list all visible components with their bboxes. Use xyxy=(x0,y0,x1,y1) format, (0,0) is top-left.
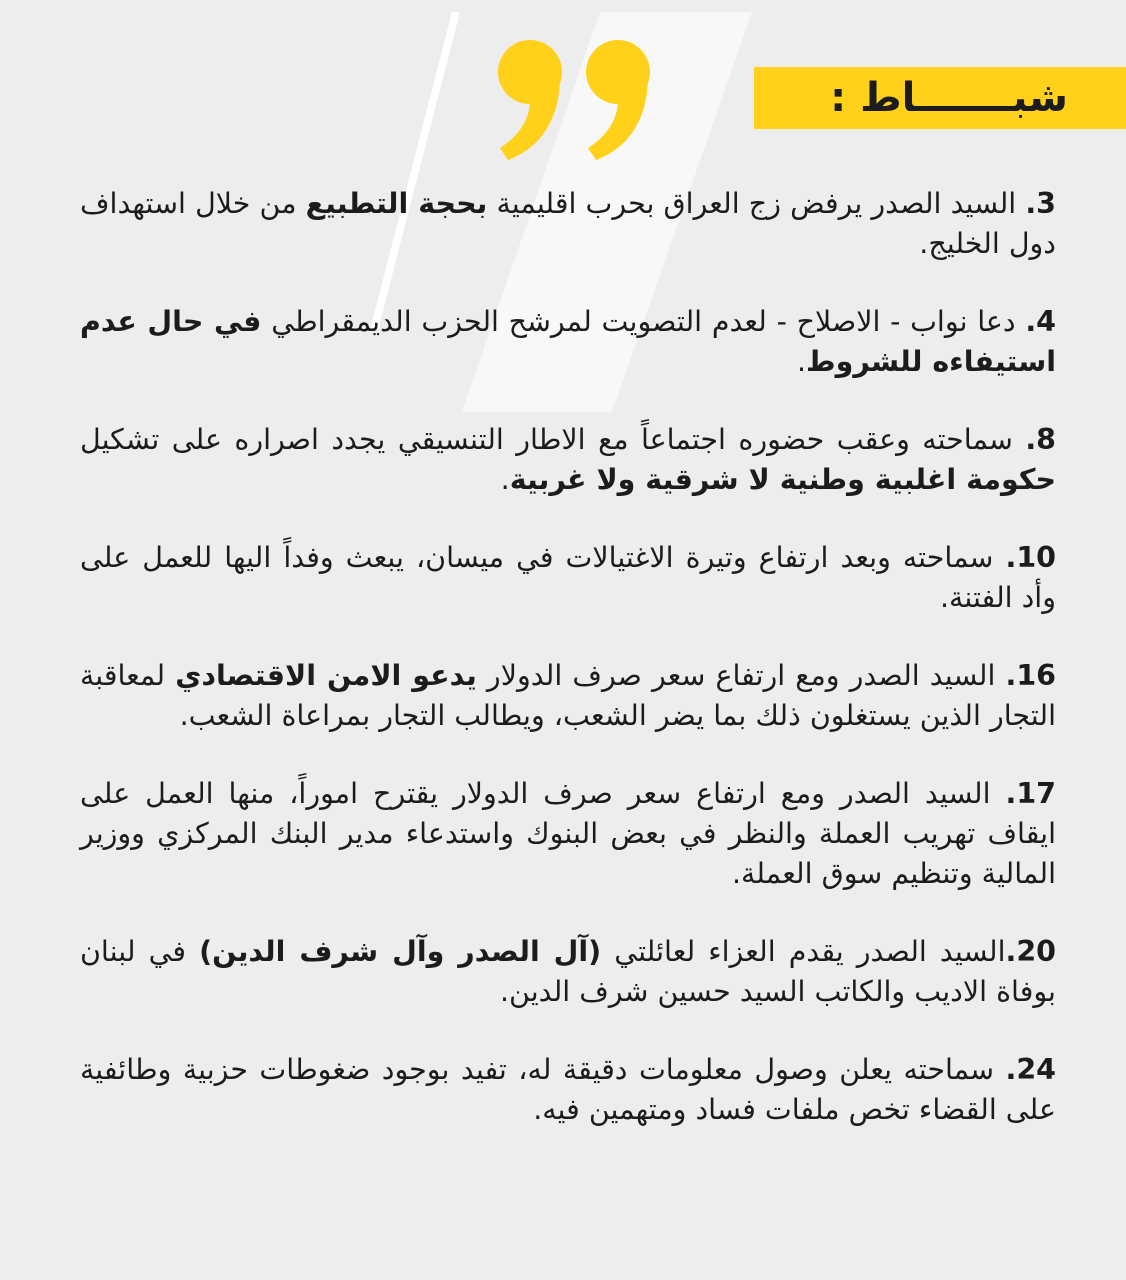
events-list xyxy=(80,184,1056,1168)
item-highlight: بحجة التطبيع xyxy=(305,187,488,220)
list-item xyxy=(80,302,1056,382)
list-item xyxy=(80,932,1056,1012)
item-text: السيد الصدر يقدم العزاء لعائلتي xyxy=(601,935,1006,968)
item-highlight: يدعو الامن الاقتصادي xyxy=(175,659,477,692)
item-text-end: . xyxy=(500,463,510,496)
item-number: 8. xyxy=(1025,423,1056,456)
item-number: 16. xyxy=(1005,659,1057,692)
month-banner xyxy=(754,67,1126,129)
month-label: شبـــــــاط : xyxy=(830,75,1068,121)
item-highlight: حكومة اغلبية وطنية لا شرقية ولا غربية xyxy=(509,463,1056,496)
list-item xyxy=(80,184,1056,264)
item-number: 24. xyxy=(1005,1053,1056,1086)
item-highlight: في حال عدم استيفاءه للشروط xyxy=(80,305,1056,378)
list-item xyxy=(80,774,1056,894)
list-item xyxy=(80,1050,1056,1130)
item-text-end: . xyxy=(796,345,807,378)
list-item xyxy=(80,420,1056,500)
list-item xyxy=(80,656,1056,736)
item-text: دعا نواب - الاصلاح - لعدم التصويت لمرشح الحزب الديمقراطي xyxy=(261,305,1026,338)
item-number: 3. xyxy=(1025,187,1056,220)
item-number: 10. xyxy=(1005,541,1056,574)
item-text: السيد الصدر ومع ارتفاع سعر صرف الدولار يقترح اموراً، منها العمل على ايقاف تهريب العملة والنظر في بعض البنوك واستدعاء مدير البنك المركزي ووزير المالية وتنظيم سوق العملة. xyxy=(80,777,1056,890)
list-item xyxy=(80,538,1056,618)
item-text-end: في لبنان بوفاة الاديب والكاتب السيد حسين شرف الدين. xyxy=(80,935,1056,1008)
item-text: السيد الصدر ومع ارتفاع سعر صرف الدولار xyxy=(476,659,1006,692)
item-text: السيد الصدر يرفض زج العراق بحرب اقليمية xyxy=(487,187,1026,220)
item-number: 20. xyxy=(1005,935,1056,968)
item-text-end: لمعاقبة التجار الذين يستغلون ذلك بما يضر الشعب، ويطالب التجار بمراعاة الشعب. xyxy=(80,659,1056,732)
item-highlight: (آل الصدر وآل شرف الدين) xyxy=(199,935,602,968)
item-text: سماحته يعلن وصول معلومات دقيقة له، تفيد بوجود ضغوطات حزبية وطائفية على القضاء تخص ملفات فساد ومتهمين فيه. xyxy=(80,1053,1056,1126)
item-number: 4. xyxy=(1025,305,1056,338)
item-text: سماحته وبعد ارتفاع وتيرة الاغتيالات في ميسان، يبعث وفداً اليها للعمل على وأد الفتنة. xyxy=(80,541,1056,614)
quote-icon xyxy=(480,30,670,160)
item-text: سماحته وعقب حضوره اجتماعاً مع الاطار التنسيقي يجدد اصراره على تشكيل xyxy=(80,423,1026,456)
item-number: 17. xyxy=(1005,777,1056,810)
item-text-end: من خلال استهداف دول الخليج. xyxy=(80,187,1056,260)
